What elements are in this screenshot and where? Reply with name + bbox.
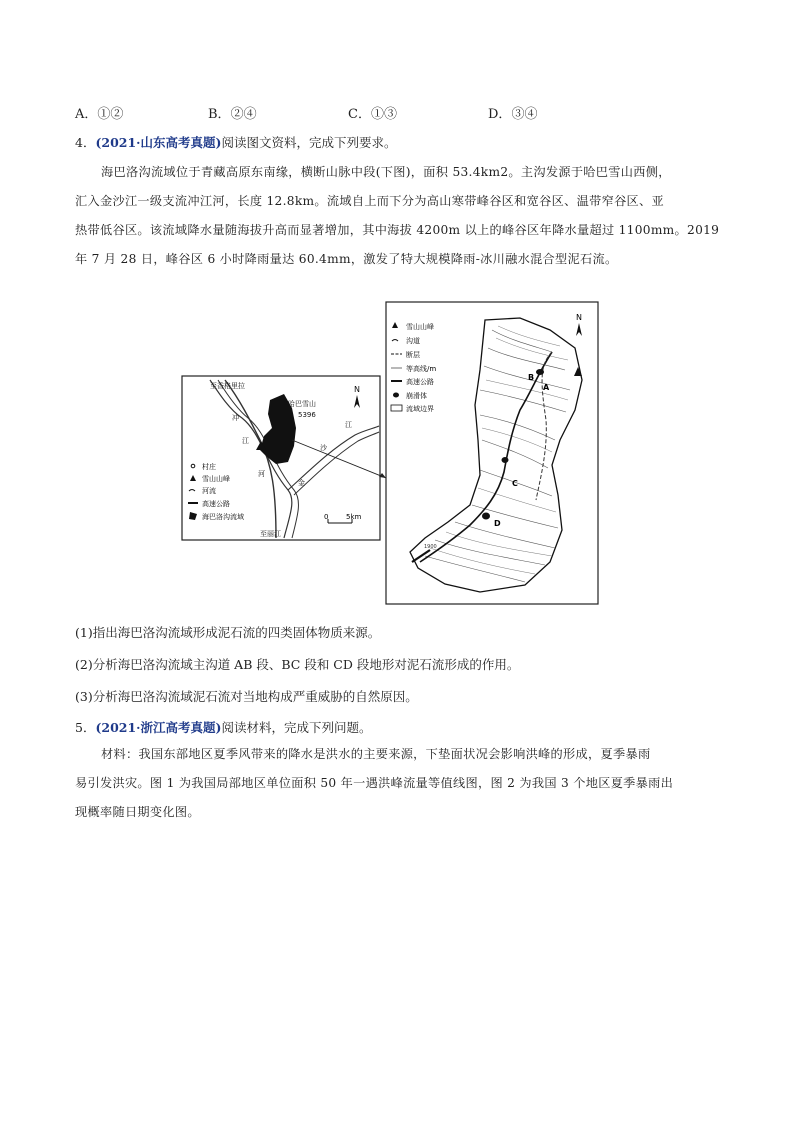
svg-text:等高线/m: 等高线/m (406, 365, 437, 373)
svg-text:沟道: 沟道 (406, 337, 420, 345)
regional-map (182, 376, 380, 540)
svg-text:哈巴雪山: 哈巴雪山 (288, 400, 316, 408)
question-4-source: (2021·山东高考真题) (95, 135, 222, 150)
svg-text:流域边界: 流域边界 (406, 405, 434, 413)
svg-text:河: 河 (258, 470, 265, 478)
location-map-figure (180, 300, 600, 610)
svg-text:N: N (354, 385, 360, 394)
option-a: A．①② (75, 107, 124, 122)
svg-text:村庄: 村庄 (202, 463, 216, 471)
question-4-material: 海巴洛沟流域位于青藏高原东南缘，横断山脉中段(下图)，面积 53.4km2。主沟发源于哈巴雪山西侧， 汇入金沙江一级支流冲江河，长度 12.8km。流域自上而下分为高山寒带峰谷区和宽谷区、温带窄谷区、亚 热带低谷区。该流域降水量随海拔升高而显著增加，其中海拔 4200m 以上的峰谷区年降水量超过 1100mm。2019 年 7 月 28 日，峰谷区 6 小时降雨量达 60.4mm，激发了特大规模降雨-冰川融水混合型泥石流。 (75, 165, 720, 266)
question-4-part-1: (1)指出海巴洛沟流域形成泥石流的四类固体物质来源。 (75, 625, 381, 640)
question-5-source: (2021·浙江高考真题) (95, 720, 222, 735)
question-4-part-2: (2)分析海巴洛沟流域主沟道 AB 段、BC 段和 CD 段地形对泥石流形成的作用。 (75, 657, 520, 672)
svg-text:金: 金 (298, 479, 305, 487)
svg-text:断层: 断层 (406, 351, 420, 359)
svg-text:5km: 5km (346, 513, 362, 521)
question-4-header: 4．(2021·山东高考真题)阅读图文资料，完成下列要求。 (75, 135, 397, 150)
option-b: B．②④ (208, 107, 257, 122)
svg-text:河流: 河流 (202, 487, 216, 495)
svg-text:5396: 5396 (298, 411, 316, 419)
svg-text:雪山山峰: 雪山山峰 (406, 323, 434, 331)
question-4-part-3: (3)分析海巴洛沟流域泥石流对当地构成严重威胁的自然原因。 (75, 689, 418, 704)
svg-text:0: 0 (324, 513, 329, 521)
detail-map (386, 302, 598, 604)
svg-text:冲: 冲 (232, 414, 239, 422)
svg-text:江: 江 (242, 437, 249, 445)
svg-text:1900: 1900 (424, 544, 437, 550)
question-5-header: 5．(2021·浙江高考真题)阅读材料，完成下列问题。 (75, 720, 372, 735)
svg-text:崩滑体: 崩滑体 (406, 392, 427, 400)
question-5-material: 材料：我国东部地区夏季风带来的降水是洪水的主要来源，下垫面状况会影响洪峰的形成，夏季暴雨 易引发洪灾。图 1 为我国局部地区单位面积 50 年一遇洪峰流量等值线图，图 2 为我国 3 个地区夏季暴雨出 现概率随日期变化图。 (75, 747, 674, 819)
svg-text:C: C (512, 479, 518, 488)
svg-text:海巴洛沟流域: 海巴洛沟流域 (202, 513, 244, 521)
svg-text:雪山山峰: 雪山山峰 (202, 475, 230, 483)
svg-text:沙: 沙 (320, 444, 327, 452)
svg-text:B: B (528, 373, 535, 382)
svg-text:高速公路: 高速公路 (202, 500, 230, 508)
svg-text:N: N (576, 313, 582, 322)
svg-text:江: 江 (345, 421, 352, 429)
svg-text:D: D (494, 519, 501, 528)
svg-text:A: A (543, 383, 550, 392)
svg-text:至丽江: 至丽江 (260, 530, 281, 538)
svg-text:至香格里拉: 至香格里拉 (210, 382, 245, 390)
option-c: C．①③ (348, 107, 397, 122)
option-d: D．③④ (488, 107, 538, 122)
svg-text:高速公路: 高速公路 (406, 378, 434, 386)
